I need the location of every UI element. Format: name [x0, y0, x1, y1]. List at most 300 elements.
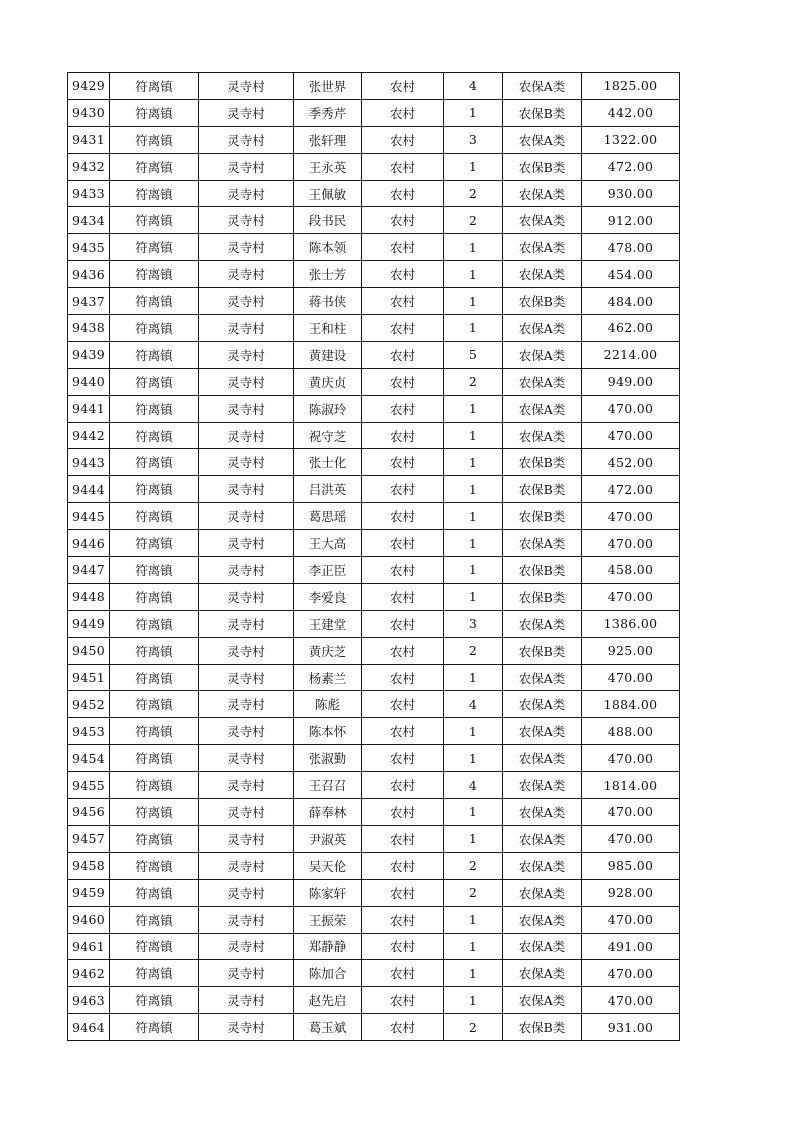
cell-name: 黄庆芝	[294, 637, 362, 664]
cell-household-type: 农村	[362, 960, 444, 987]
table-row	[68, 395, 680, 422]
cell-amount: 452.00	[582, 449, 680, 476]
cell-household-type: 农村	[362, 288, 444, 315]
cell-name: 王召召	[294, 772, 362, 799]
cell-name: 王永英	[294, 153, 362, 180]
cell-serial-number: 9436	[68, 261, 110, 288]
table-row	[68, 799, 680, 826]
cell-household-type: 农村	[362, 610, 444, 637]
records-table	[67, 72, 680, 1041]
cell-insurance-category: 农保A类	[503, 341, 582, 368]
cell-town: 符离镇	[110, 799, 199, 826]
cell-serial-number: 9454	[68, 745, 110, 772]
cell-amount: 985.00	[582, 852, 680, 879]
cell-insurance-category: 农保A类	[503, 610, 582, 637]
cell-amount: 484.00	[582, 288, 680, 315]
cell-serial-number: 9447	[68, 557, 110, 584]
table-row	[68, 180, 680, 207]
cell-amount: 470.00	[582, 422, 680, 449]
cell-member-count: 1	[444, 583, 503, 610]
cell-serial-number: 9459	[68, 879, 110, 906]
cell-insurance-category: 农保A类	[503, 906, 582, 933]
cell-member-count: 1	[444, 933, 503, 960]
cell-village: 灵寺村	[199, 583, 294, 610]
table-row	[68, 503, 680, 530]
table-row	[68, 261, 680, 288]
cell-serial-number: 9443	[68, 449, 110, 476]
cell-serial-number: 9444	[68, 476, 110, 503]
table-row	[68, 341, 680, 368]
cell-member-count: 1	[444, 395, 503, 422]
cell-village: 灵寺村	[199, 503, 294, 530]
cell-name: 王建堂	[294, 610, 362, 637]
cell-insurance-category: 农保A类	[503, 772, 582, 799]
cell-name: 陈本领	[294, 234, 362, 261]
cell-name: 张世界	[294, 73, 362, 100]
cell-name: 郑静静	[294, 933, 362, 960]
cell-amount: 470.00	[582, 745, 680, 772]
cell-amount: 928.00	[582, 879, 680, 906]
cell-amount: 470.00	[582, 987, 680, 1014]
cell-name: 陈本怀	[294, 718, 362, 745]
cell-village: 灵寺村	[199, 261, 294, 288]
cell-insurance-category: 农保A类	[503, 745, 582, 772]
cell-amount: 1322.00	[582, 126, 680, 153]
cell-amount: 470.00	[582, 906, 680, 933]
cell-village: 灵寺村	[199, 799, 294, 826]
table-row	[68, 557, 680, 584]
cell-village: 灵寺村	[199, 368, 294, 395]
cell-amount: 442.00	[582, 99, 680, 126]
cell-name: 吕洪英	[294, 476, 362, 503]
cell-amount: 470.00	[582, 530, 680, 557]
cell-village: 灵寺村	[199, 234, 294, 261]
table-row	[68, 906, 680, 933]
table-row	[68, 718, 680, 745]
cell-name: 张轩理	[294, 126, 362, 153]
cell-insurance-category: 农保A类	[503, 395, 582, 422]
cell-village: 灵寺村	[199, 906, 294, 933]
cell-town: 符离镇	[110, 261, 199, 288]
cell-household-type: 农村	[362, 987, 444, 1014]
cell-member-count: 1	[444, 234, 503, 261]
table-row	[68, 422, 680, 449]
cell-town: 符离镇	[110, 99, 199, 126]
cell-serial-number: 9435	[68, 234, 110, 261]
cell-insurance-category: 农保B类	[503, 476, 582, 503]
cell-town: 符离镇	[110, 637, 199, 664]
cell-village: 灵寺村	[199, 180, 294, 207]
cell-serial-number: 9455	[68, 772, 110, 799]
cell-insurance-category: 农保B类	[503, 503, 582, 530]
cell-village: 灵寺村	[199, 825, 294, 852]
cell-village: 灵寺村	[199, 126, 294, 153]
cell-village: 灵寺村	[199, 422, 294, 449]
cell-serial-number: 9456	[68, 799, 110, 826]
cell-serial-number: 9432	[68, 153, 110, 180]
cell-insurance-category: 农保A类	[503, 73, 582, 100]
cell-member-count: 1	[444, 664, 503, 691]
cell-name: 张士化	[294, 449, 362, 476]
cell-village: 灵寺村	[199, 933, 294, 960]
cell-household-type: 农村	[362, 207, 444, 234]
cell-town: 符离镇	[110, 234, 199, 261]
cell-name: 陈家轩	[294, 879, 362, 906]
cell-amount: 470.00	[582, 503, 680, 530]
cell-amount: 472.00	[582, 153, 680, 180]
cell-serial-number: 9438	[68, 315, 110, 342]
cell-member-count: 1	[444, 960, 503, 987]
table-row	[68, 368, 680, 395]
cell-amount: 454.00	[582, 261, 680, 288]
cell-household-type: 农村	[362, 557, 444, 584]
cell-household-type: 农村	[362, 664, 444, 691]
table-row	[68, 691, 680, 718]
cell-household-type: 农村	[362, 530, 444, 557]
cell-amount: 458.00	[582, 557, 680, 584]
cell-village: 灵寺村	[199, 153, 294, 180]
cell-household-type: 农村	[362, 718, 444, 745]
cell-name: 季秀芹	[294, 99, 362, 126]
table-row	[68, 583, 680, 610]
cell-name: 王和柱	[294, 315, 362, 342]
cell-insurance-category: 农保B类	[503, 153, 582, 180]
cell-household-type: 农村	[362, 906, 444, 933]
cell-insurance-category: 农保A类	[503, 718, 582, 745]
cell-member-count: 5	[444, 341, 503, 368]
cell-insurance-category: 农保A类	[503, 852, 582, 879]
cell-town: 符离镇	[110, 422, 199, 449]
cell-member-count: 2	[444, 852, 503, 879]
cell-village: 灵寺村	[199, 99, 294, 126]
cell-amount: 1825.00	[582, 73, 680, 100]
cell-town: 符离镇	[110, 341, 199, 368]
cell-village: 灵寺村	[199, 207, 294, 234]
cell-amount: 1814.00	[582, 772, 680, 799]
cell-town: 符离镇	[110, 207, 199, 234]
table-row	[68, 449, 680, 476]
table-row	[68, 745, 680, 772]
cell-member-count: 1	[444, 557, 503, 584]
cell-insurance-category: 农保B类	[503, 449, 582, 476]
cell-member-count: 2	[444, 1014, 503, 1041]
cell-member-count: 1	[444, 449, 503, 476]
cell-town: 符离镇	[110, 960, 199, 987]
cell-member-count: 1	[444, 503, 503, 530]
cell-town: 符离镇	[110, 664, 199, 691]
cell-village: 灵寺村	[199, 745, 294, 772]
cell-village: 灵寺村	[199, 476, 294, 503]
cell-household-type: 农村	[362, 476, 444, 503]
cell-household-type: 农村	[362, 422, 444, 449]
cell-village: 灵寺村	[199, 73, 294, 100]
cell-town: 符离镇	[110, 126, 199, 153]
cell-amount: 1884.00	[582, 691, 680, 718]
cell-serial-number: 9449	[68, 610, 110, 637]
cell-insurance-category: 农保B类	[503, 557, 582, 584]
cell-name: 蒋书侠	[294, 288, 362, 315]
table-row	[68, 207, 680, 234]
cell-serial-number: 9442	[68, 422, 110, 449]
cell-village: 灵寺村	[199, 637, 294, 664]
cell-household-type: 农村	[362, 691, 444, 718]
cell-member-count: 2	[444, 180, 503, 207]
cell-serial-number: 9440	[68, 368, 110, 395]
cell-household-type: 农村	[362, 315, 444, 342]
cell-household-type: 农村	[362, 583, 444, 610]
cell-insurance-category: 农保B类	[503, 637, 582, 664]
cell-village: 灵寺村	[199, 610, 294, 637]
table-row	[68, 664, 680, 691]
cell-town: 符离镇	[110, 772, 199, 799]
cell-amount: 470.00	[582, 395, 680, 422]
cell-insurance-category: 农保A类	[503, 126, 582, 153]
cell-serial-number: 9446	[68, 530, 110, 557]
cell-town: 符离镇	[110, 906, 199, 933]
cell-member-count: 1	[444, 261, 503, 288]
cell-household-type: 农村	[362, 1014, 444, 1041]
cell-household-type: 农村	[362, 933, 444, 960]
cell-member-count: 1	[444, 718, 503, 745]
cell-member-count: 2	[444, 207, 503, 234]
cell-serial-number: 9430	[68, 99, 110, 126]
cell-village: 灵寺村	[199, 879, 294, 906]
cell-serial-number: 9450	[68, 637, 110, 664]
cell-insurance-category: 农保A类	[503, 933, 582, 960]
cell-name: 黄建设	[294, 341, 362, 368]
cell-household-type: 农村	[362, 368, 444, 395]
cell-town: 符离镇	[110, 718, 199, 745]
cell-member-count: 1	[444, 799, 503, 826]
cell-amount: 472.00	[582, 476, 680, 503]
table-row	[68, 315, 680, 342]
cell-amount: 930.00	[582, 180, 680, 207]
cell-serial-number: 9441	[68, 395, 110, 422]
table-row	[68, 288, 680, 315]
cell-member-count: 1	[444, 825, 503, 852]
cell-insurance-category: 农保A类	[503, 879, 582, 906]
cell-member-count: 1	[444, 476, 503, 503]
cell-insurance-category: 农保A类	[503, 799, 582, 826]
cell-town: 符离镇	[110, 288, 199, 315]
cell-household-type: 农村	[362, 449, 444, 476]
cell-insurance-category: 农保A类	[503, 530, 582, 557]
cell-serial-number: 9462	[68, 960, 110, 987]
cell-name: 祝守芝	[294, 422, 362, 449]
cell-name: 葛玉斌	[294, 1014, 362, 1041]
table-row	[68, 153, 680, 180]
cell-amount: 1386.00	[582, 610, 680, 637]
cell-village: 灵寺村	[199, 664, 294, 691]
cell-amount: 470.00	[582, 583, 680, 610]
cell-village: 灵寺村	[199, 530, 294, 557]
cell-household-type: 农村	[362, 852, 444, 879]
cell-amount: 912.00	[582, 207, 680, 234]
cell-name: 赵先启	[294, 987, 362, 1014]
cell-insurance-category: 农保A类	[503, 825, 582, 852]
cell-name: 张淑勤	[294, 745, 362, 772]
table-row	[68, 1014, 680, 1041]
cell-name: 陈加合	[294, 960, 362, 987]
cell-member-count: 4	[444, 772, 503, 799]
cell-serial-number: 9457	[68, 825, 110, 852]
cell-serial-number: 9445	[68, 503, 110, 530]
table-row	[68, 879, 680, 906]
table-row	[68, 852, 680, 879]
cell-insurance-category: 农保B类	[503, 583, 582, 610]
cell-serial-number: 9452	[68, 691, 110, 718]
cell-insurance-category: 农保A类	[503, 261, 582, 288]
cell-insurance-category: 农保B类	[503, 99, 582, 126]
cell-town: 符离镇	[110, 691, 199, 718]
cell-name: 张士芳	[294, 261, 362, 288]
table-row	[68, 933, 680, 960]
cell-member-count: 1	[444, 288, 503, 315]
cell-village: 灵寺村	[199, 341, 294, 368]
cell-town: 符离镇	[110, 610, 199, 637]
cell-member-count: 4	[444, 691, 503, 718]
cell-serial-number: 9431	[68, 126, 110, 153]
cell-village: 灵寺村	[199, 1014, 294, 1041]
cell-serial-number: 9433	[68, 180, 110, 207]
table-row	[68, 126, 680, 153]
cell-amount: 470.00	[582, 825, 680, 852]
cell-insurance-category: 农保A类	[503, 234, 582, 261]
cell-amount: 491.00	[582, 933, 680, 960]
table-row	[68, 825, 680, 852]
table-row	[68, 530, 680, 557]
cell-town: 符离镇	[110, 987, 199, 1014]
cell-amount: 462.00	[582, 315, 680, 342]
cell-serial-number: 9434	[68, 207, 110, 234]
cell-insurance-category: 农保A类	[503, 960, 582, 987]
cell-name: 吴天伦	[294, 852, 362, 879]
cell-member-count: 3	[444, 610, 503, 637]
table-row	[68, 960, 680, 987]
cell-village: 灵寺村	[199, 987, 294, 1014]
cell-amount: 470.00	[582, 960, 680, 987]
cell-household-type: 农村	[362, 341, 444, 368]
cell-name: 葛思瑶	[294, 503, 362, 530]
cell-household-type: 农村	[362, 261, 444, 288]
table-row	[68, 234, 680, 261]
cell-village: 灵寺村	[199, 557, 294, 584]
cell-town: 符离镇	[110, 583, 199, 610]
cell-name: 尹淑英	[294, 825, 362, 852]
cell-village: 灵寺村	[199, 772, 294, 799]
cell-village: 灵寺村	[199, 852, 294, 879]
cell-name: 王振荣	[294, 906, 362, 933]
cell-name: 陈彪	[294, 691, 362, 718]
cell-serial-number: 9451	[68, 664, 110, 691]
cell-town: 符离镇	[110, 879, 199, 906]
cell-serial-number: 9464	[68, 1014, 110, 1041]
cell-town: 符离镇	[110, 745, 199, 772]
cell-town: 符离镇	[110, 476, 199, 503]
cell-insurance-category: 农保A类	[503, 422, 582, 449]
cell-household-type: 农村	[362, 395, 444, 422]
cell-town: 符离镇	[110, 395, 199, 422]
cell-member-count: 1	[444, 745, 503, 772]
cell-name: 段书民	[294, 207, 362, 234]
cell-town: 符离镇	[110, 315, 199, 342]
cell-name: 李爱良	[294, 583, 362, 610]
table-row	[68, 987, 680, 1014]
cell-village: 灵寺村	[199, 960, 294, 987]
cell-town: 符离镇	[110, 557, 199, 584]
cell-amount: 488.00	[582, 718, 680, 745]
table-row	[68, 610, 680, 637]
cell-name: 杨素兰	[294, 664, 362, 691]
cell-household-type: 农村	[362, 772, 444, 799]
cell-name: 陈淑玲	[294, 395, 362, 422]
cell-name: 黄庆贞	[294, 368, 362, 395]
cell-member-count: 3	[444, 126, 503, 153]
cell-insurance-category: 农保A类	[503, 180, 582, 207]
cell-serial-number: 9439	[68, 341, 110, 368]
table-body	[68, 73, 680, 1041]
table-row	[68, 99, 680, 126]
cell-amount: 470.00	[582, 664, 680, 691]
cell-insurance-category: 农保A类	[503, 315, 582, 342]
table-row	[68, 772, 680, 799]
cell-household-type: 农村	[362, 879, 444, 906]
cell-village: 灵寺村	[199, 315, 294, 342]
cell-serial-number: 9448	[68, 583, 110, 610]
cell-town: 符离镇	[110, 73, 199, 100]
cell-household-type: 农村	[362, 234, 444, 261]
cell-serial-number: 9458	[68, 852, 110, 879]
cell-town: 符离镇	[110, 825, 199, 852]
cell-member-count: 1	[444, 315, 503, 342]
cell-amount: 931.00	[582, 1014, 680, 1041]
cell-household-type: 农村	[362, 637, 444, 664]
cell-insurance-category: 农保A类	[503, 691, 582, 718]
cell-village: 灵寺村	[199, 691, 294, 718]
cell-member-count: 1	[444, 906, 503, 933]
cell-serial-number: 9460	[68, 906, 110, 933]
cell-member-count: 1	[444, 153, 503, 180]
cell-insurance-category: 农保B类	[503, 1014, 582, 1041]
cell-household-type: 农村	[362, 180, 444, 207]
cell-insurance-category: 农保A类	[503, 664, 582, 691]
cell-amount: 470.00	[582, 799, 680, 826]
cell-town: 符离镇	[110, 530, 199, 557]
cell-household-type: 农村	[362, 126, 444, 153]
cell-name: 李正臣	[294, 557, 362, 584]
cell-serial-number: 9437	[68, 288, 110, 315]
cell-name: 王佩敏	[294, 180, 362, 207]
cell-member-count: 1	[444, 422, 503, 449]
cell-name: 薛奉林	[294, 799, 362, 826]
cell-town: 符离镇	[110, 368, 199, 395]
cell-member-count: 1	[444, 99, 503, 126]
cell-insurance-category: 农保A类	[503, 987, 582, 1014]
cell-town: 符离镇	[110, 449, 199, 476]
cell-member-count: 4	[444, 73, 503, 100]
cell-town: 符离镇	[110, 1014, 199, 1041]
cell-insurance-category: 农保A类	[503, 368, 582, 395]
cell-household-type: 农村	[362, 99, 444, 126]
cell-town: 符离镇	[110, 933, 199, 960]
cell-serial-number: 9461	[68, 933, 110, 960]
cell-town: 符离镇	[110, 503, 199, 530]
cell-member-count: 2	[444, 879, 503, 906]
cell-amount: 949.00	[582, 368, 680, 395]
cell-village: 灵寺村	[199, 718, 294, 745]
cell-serial-number: 9453	[68, 718, 110, 745]
cell-town: 符离镇	[110, 180, 199, 207]
